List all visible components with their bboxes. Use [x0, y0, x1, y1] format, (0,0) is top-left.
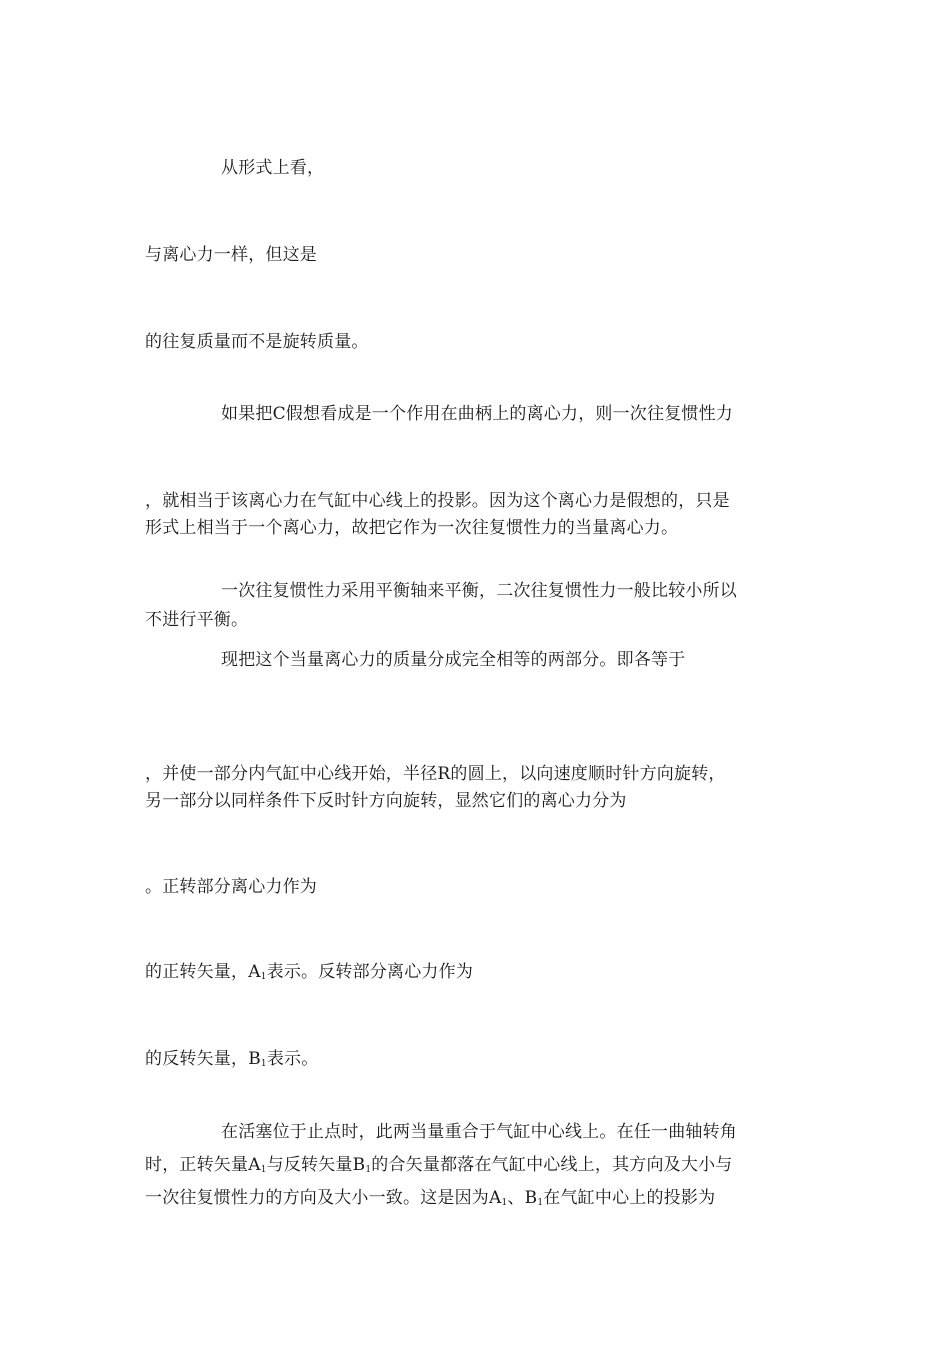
separator: 、: [507, 1188, 525, 1208]
line-text: 的合矢量都落在气缸中心线上，其方向及大小与: [371, 1155, 733, 1175]
line-text: 一次往复惯性力的方向及大小一致。这是因为: [145, 1188, 489, 1208]
var-b: B: [524, 1188, 538, 1208]
var-b-subscript: 1: [365, 1165, 372, 1175]
line-text: 的反转矢量，: [145, 1049, 249, 1069]
var-a-subscript: 1: [501, 1198, 508, 1208]
paragraph-line: 一次往复惯性力采用平衡轴来平衡，二次往复惯性力一般比较小所以: [221, 581, 737, 601]
paragraph-line: 如果把C假想看成是一个作用在曲柄上的离心力，则一次往复惯性力: [221, 404, 734, 424]
var-b-subscript: 1: [260, 1059, 267, 1069]
var-a: A: [248, 1155, 261, 1175]
line-text: 时，正转矢量: [145, 1155, 249, 1175]
paragraph-line: [145, 1045, 805, 1078]
line-text: 与反转矢量: [266, 1155, 353, 1175]
line-text: 表示。: [266, 962, 319, 982]
var-b: B: [352, 1155, 366, 1175]
paragraph-line: [145, 1184, 805, 1217]
var-b-subscript: 1: [537, 1198, 544, 1208]
paragraph-line: 在活塞位于止点时，此两当量重合于气缸中心线上。在任一曲轴转角: [221, 1122, 737, 1142]
line-text: 反转部分离心力作为: [318, 962, 474, 982]
paragraph-line: ，就相当于该离心力在气缸中心线上的投影。因为这个离心力是假想的，只是: [145, 491, 730, 511]
line-text: 在气缸中心上的投影为: [543, 1188, 716, 1208]
var-b: B: [248, 1049, 261, 1069]
var-a: A: [248, 962, 261, 982]
paragraph-line: 从形式上看，: [221, 158, 325, 178]
line-text: 表示。: [266, 1049, 319, 1069]
line-text: 的正转矢量，: [145, 962, 249, 982]
var-a: A: [489, 1188, 502, 1208]
paragraph-line: 不进行平衡。: [145, 610, 249, 630]
var-a-subscript: 1: [260, 1165, 267, 1175]
paragraph-line: ，并使一部分内气缸中心线开始，半径R的圆上，以向速度顺时针方向旋转，: [145, 764, 726, 784]
paragraph-line: 的往复质量而不是旋转质量。: [145, 332, 369, 352]
paragraph-line: 。正转部分离心力作为: [145, 877, 317, 897]
paragraph-line: 现把这个当量离心力的质量分成完全相等的两部分。即各等于: [221, 650, 686, 670]
paragraph-line: [145, 1151, 805, 1184]
paragraph-line: 另一部分以同样条件下反时针方向旋转，显然它们的离心力分为: [145, 791, 627, 811]
paragraph-line: [145, 958, 805, 991]
paragraph-line: 形式上相当于一个离心力，故把它作为一次往复惯性力的当量离心力。: [145, 518, 679, 538]
paragraph-line: 与离心力一样，但这是: [145, 245, 317, 265]
var-a-subscript: 1: [260, 972, 267, 982]
